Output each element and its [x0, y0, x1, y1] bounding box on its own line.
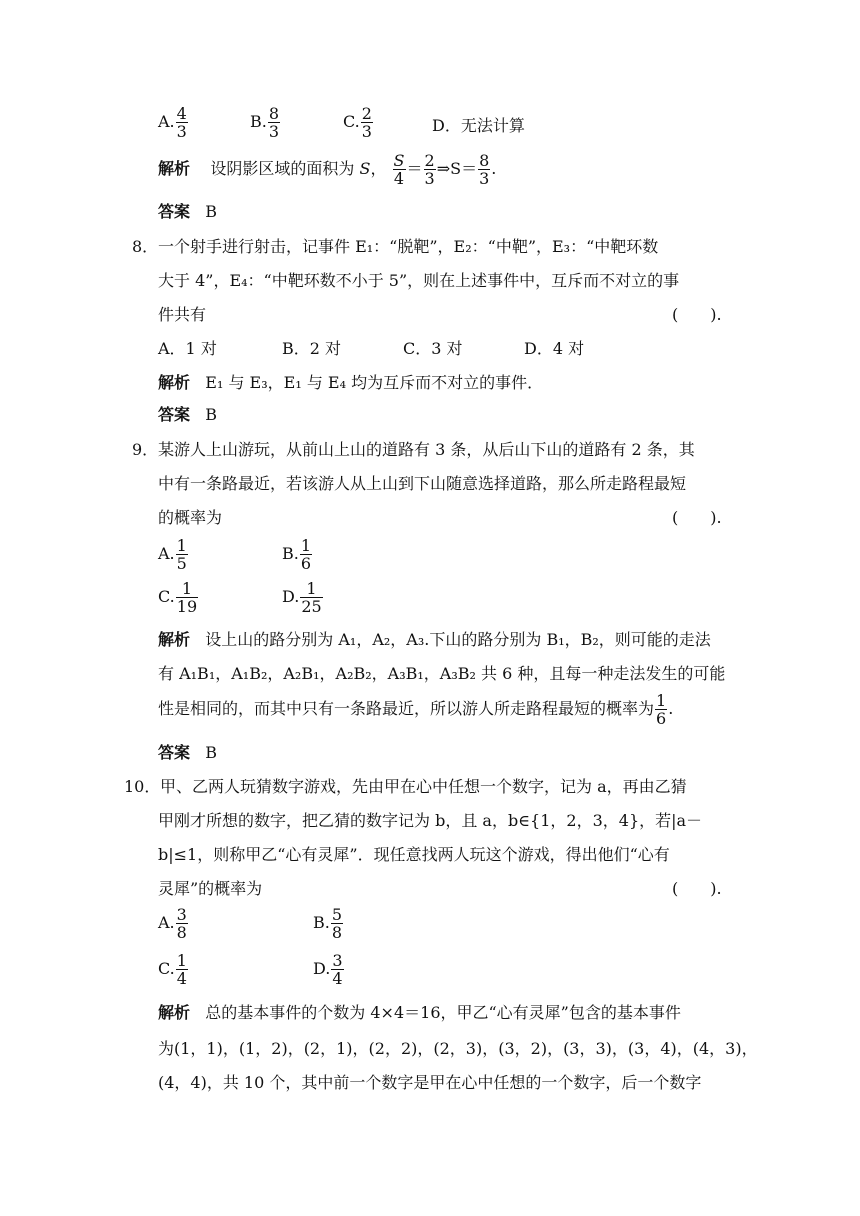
q8-line3: 件共有	[158, 305, 207, 324]
q10-number: 10．	[124, 777, 161, 796]
q9-analysis-1: 解析 设上山的路分别为 A₁，A₂，A₃.下山的路分别为 B₁，B₂，则可能的走法	[158, 630, 711, 649]
q10-option-b[interactable]: B. $\frac{5}{8}$	[313, 905, 343, 942]
q10-option-c[interactable]: C. $\frac{1}{4}$	[158, 951, 187, 988]
q7-analysis: 解析 设阴影区域的面积为 S， $\frac{S}{4}$ ＝ $\frac{2}{3}$ ⇒S＝ $\frac{8}{3}$ .	[158, 151, 497, 188]
q10-analysis-1: 解析 总的基本事件的个数为 4×4＝16，甲乙“心有灵犀”包含的基本事件	[158, 1003, 681, 1022]
q8-option-b[interactable]: B．2 对	[282, 339, 342, 358]
q9-option-d[interactable]: D. $\frac{1}{25}$	[282, 579, 322, 616]
q7-options-row	[158, 105, 189, 140]
q7-option-c[interactable]: C. $\frac{2}{3}$	[343, 104, 372, 141]
q8-answer: 答案 B	[158, 405, 218, 424]
q7-option-b[interactable]: B. $\frac{8}{3}$	[250, 104, 280, 141]
q10-line4: 灵犀”的概率为	[158, 879, 263, 898]
q9-line1: 某游人上山游玩，从前山上山的道路有 3 条，从后山下山的道路有 2 条，其	[158, 440, 695, 459]
q10-option-d[interactable]: D. $\frac{3}{4}$	[313, 951, 343, 988]
q8-paren: ( ).	[672, 305, 722, 324]
answer-label: 答案	[158, 202, 191, 221]
q7-option-d[interactable]: D．无法计算	[432, 116, 525, 135]
q9-option-a[interactable]: A. $\frac{1}{5}$	[158, 536, 187, 573]
q10-line3: b|≤1，则称甲乙“心有灵犀”．现任意找两人玩这个游戏，得出他们“心有	[158, 845, 670, 864]
analysis-label: 解析	[158, 159, 191, 178]
q10-analysis-3: (4，4)，共 10 个，其中前一个数字是甲在心中任想的一个数字，后一个数字	[158, 1073, 702, 1092]
q9-option-b[interactable]: B. $\frac{1}{6}$	[282, 536, 312, 573]
q9-option-c[interactable]: C. $\frac{1}{19}$	[158, 579, 198, 616]
q8-line2: 大于 4”，E₄：“中靶环数不小于 5”，则在上述事件中，互斥而不对立的事	[158, 271, 680, 290]
q9-line3: 的概率为	[158, 508, 223, 527]
q10-line2: 甲刚才所想的数字，把乙猜的数字记为 b，且 a，b∈{1，2，3，4}，若|a－	[158, 811, 703, 830]
q8-line1: 一个射手进行射击，记事件 E₁：“脱靶”，E₂：“中靶”，E₃：“中靶环数	[158, 237, 659, 256]
q9-analysis-2: 有 A₁B₁，A₁B₂，A₂B₁，A₂B₂，A₃B₁，A₃B₂ 共 6 种，且每一种走法发生的可能	[158, 664, 726, 683]
q8-option-c[interactable]: C．3 对	[403, 339, 463, 358]
q7-option-a[interactable]: A. $\frac{4}{3}$	[158, 104, 187, 141]
q7-answer: 答案 B	[158, 202, 218, 221]
q9-answer: 答案 B	[158, 743, 218, 762]
q8-option-d[interactable]: D．4 对	[524, 339, 585, 358]
q9-line2: 中有一条路最近，若该游人从上山到下山随意选择道路，那么所走路程最短	[158, 474, 687, 493]
q10-analysis-2: 为(1，1)，(1，2)，(2，1)，(2，2)，(2，3)，(3，2)，(3，3)，(3，4)，(4，3)，	[158, 1039, 758, 1058]
q8-analysis: 解析 E₁ 与 E₃，E₁ 与 E₄ 均为互斥而不对立的事件．	[158, 373, 544, 392]
q8-number: 8．	[132, 237, 159, 256]
q10-paren: ( ).	[672, 879, 722, 898]
q9-paren: ( ).	[672, 508, 722, 527]
q8-option-a[interactable]: A．1 对	[158, 339, 217, 358]
q9-analysis-3: 性是相同的，而其中只有一条路最近，所以游人所走路程最短的概率为 $\frac{1}{6}$ .	[158, 691, 674, 728]
q10-option-a[interactable]: A. $\frac{3}{8}$	[158, 905, 187, 942]
q9-number: 9．	[132, 440, 159, 459]
q10-line1: 甲、乙两人玩猜数字游戏，先由甲在心中任想一个数字，记为 a，再由乙猜	[160, 777, 687, 796]
